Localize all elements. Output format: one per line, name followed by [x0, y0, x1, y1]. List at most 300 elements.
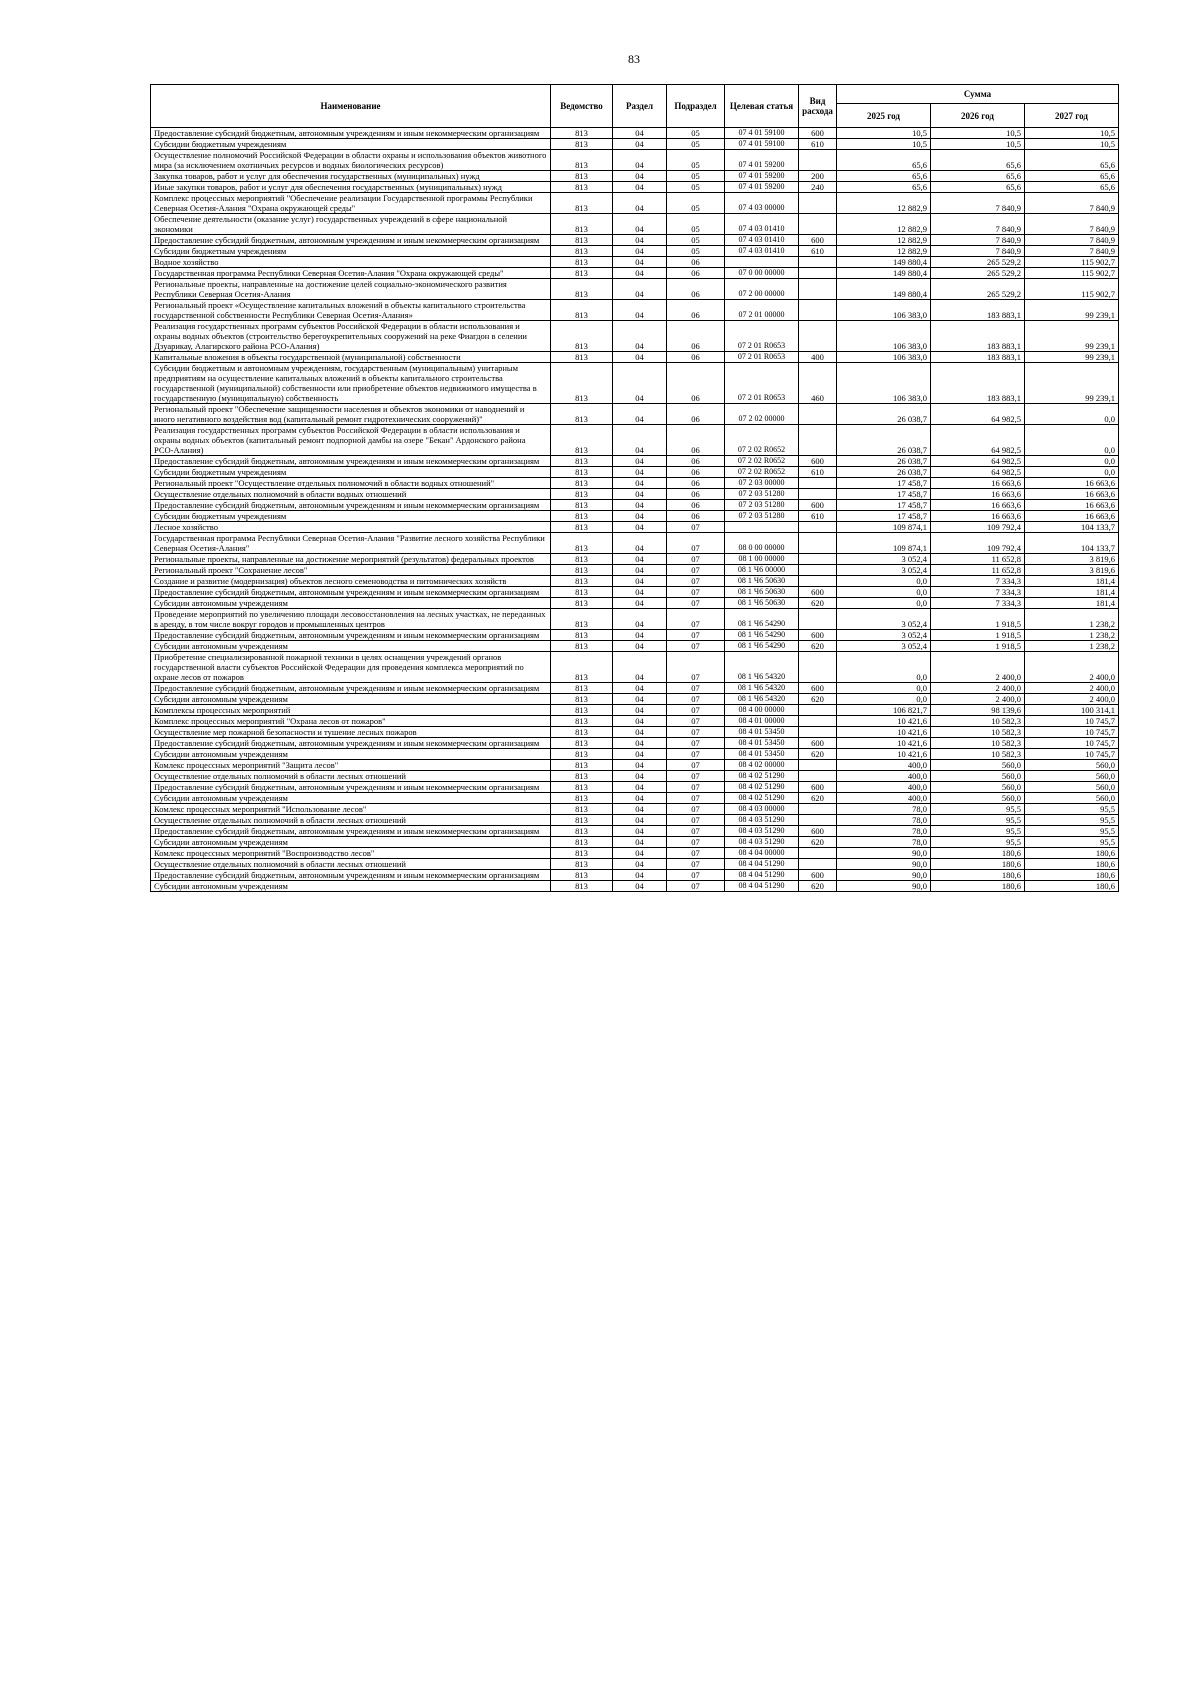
table-row: [151, 456, 1119, 467]
row-expense-type: [799, 716, 837, 727]
row-section: 04: [613, 467, 667, 478]
row-subsection: 05: [667, 171, 725, 182]
row-section: 04: [613, 522, 667, 533]
row-dept: 813: [551, 705, 613, 716]
row-sum-2027: 180,6: [1025, 859, 1119, 870]
header-section: Раздел: [613, 85, 667, 128]
row-sum-2025: 65,6: [837, 182, 931, 193]
row-expense-type: [799, 193, 837, 214]
row-subsection: 07: [667, 641, 725, 652]
row-target: 07 4 03 01410: [725, 235, 799, 246]
table-header: [151, 85, 1119, 128]
row-subsection: 07: [667, 587, 725, 598]
row-target: 07 2 03 00000: [725, 478, 799, 489]
row-sum-2027: 180,6: [1025, 870, 1119, 881]
row-expense-type: 240: [799, 182, 837, 193]
row-section: 04: [613, 609, 667, 630]
row-sum-2026: 7 840,9: [931, 193, 1025, 214]
table-row: [151, 268, 1119, 279]
row-expense-type: 600: [799, 128, 837, 139]
row-sum-2025: 400,0: [837, 782, 931, 793]
row-subsection: 07: [667, 705, 725, 716]
row-sum-2027: 7 840,9: [1025, 193, 1119, 214]
row-sum-2025: 106 383,0: [837, 363, 931, 404]
row-sum-2025: 0,0: [837, 694, 931, 705]
row-name: Комплекс процессных мероприятий "Обеспечение реализации Государственной программы Республики Северная Осетия-Алания "Охрана окружающей среды": [151, 193, 551, 214]
row-sum-2025: 90,0: [837, 870, 931, 881]
row-sum-2026: 98 139,6: [931, 705, 1025, 716]
row-sum-2025: 106 383,0: [837, 352, 931, 363]
row-sum-2026: 64 982,5: [931, 456, 1025, 467]
row-sum-2027: 99 239,1: [1025, 363, 1119, 404]
row-sum-2026: 180,6: [931, 881, 1025, 892]
row-name: Государственная программа Республики Северная Осетия-Алания "Развитие лесного хозяйства Республики Северная Осетия-Алания": [151, 533, 551, 554]
row-sum-2025: 0,0: [837, 587, 931, 598]
row-section: 04: [613, 641, 667, 652]
row-name: Предоставление субсидий бюджетным, автономным учреждениям и иным некоммерческим организациям: [151, 128, 551, 139]
row-name: Региональный проект "Сохранение лесов": [151, 565, 551, 576]
row-target: 08 4 01 53450: [725, 749, 799, 760]
row-subsection: 06: [667, 300, 725, 321]
table-row: [151, 837, 1119, 848]
row-expense-type: 600: [799, 587, 837, 598]
row-name: Региональный проект «Осуществление капитальных вложений в объекты капитального строительства государственной собственности Республики Северная Осетия-Алания»: [151, 300, 551, 321]
row-sum-2025: 149 880,4: [837, 268, 931, 279]
table-row: [151, 587, 1119, 598]
row-dept: 813: [551, 565, 613, 576]
row-name: Предоставление субсидий бюджетным, автономным учреждениям и иным некоммерческим организациям: [151, 782, 551, 793]
row-sum-2026: 11 652,8: [931, 565, 1025, 576]
row-section: 04: [613, 321, 667, 352]
row-sum-2025: 400,0: [837, 771, 931, 782]
row-expense-type: [799, 760, 837, 771]
row-sum-2026: 7 840,9: [931, 214, 1025, 235]
row-target: 08 1 00 00000: [725, 554, 799, 565]
row-target: 08 1 Ч6 54320: [725, 694, 799, 705]
row-target: 07 4 01 59100: [725, 139, 799, 150]
row-name: Создание и развитие (модернизация) объектов лесного семеноводства и питомнических хозяйств: [151, 576, 551, 587]
row-sum-2026: 2 400,0: [931, 683, 1025, 694]
row-sum-2027: 0,0: [1025, 467, 1119, 478]
row-dept: 813: [551, 246, 613, 257]
row-section: 04: [613, 782, 667, 793]
table-row: [151, 782, 1119, 793]
row-dept: 813: [551, 425, 613, 456]
row-sum-2026: 1 918,5: [931, 609, 1025, 630]
row-sum-2025: 10 421,6: [837, 749, 931, 760]
table-row: [151, 859, 1119, 870]
row-sum-2027: 65,6: [1025, 171, 1119, 182]
row-name: Предоставление субсидий бюджетным, автономным учреждениям и иным некоммерческим организациям: [151, 870, 551, 881]
row-sum-2027: 181,4: [1025, 598, 1119, 609]
row-sum-2026: 10 582,3: [931, 738, 1025, 749]
row-dept: 813: [551, 630, 613, 641]
row-name: Субсидии автономным учреждениям: [151, 881, 551, 892]
header-dept: Ведомство: [551, 85, 613, 128]
table-row: [151, 565, 1119, 576]
row-dept: 813: [551, 321, 613, 352]
row-target: 07 2 03 51280: [725, 489, 799, 500]
row-sum-2026: 10 582,3: [931, 716, 1025, 727]
row-sum-2027: 7 840,9: [1025, 235, 1119, 246]
row-name: Реализация государственных программ субъектов Российской Федерации в области использования и охраны водных объектов (капитальный ремонт подпорной дамбы на озере "Бекан" Ардонского района РСО-Алания): [151, 425, 551, 456]
row-subsection: 07: [667, 598, 725, 609]
row-sum-2027: 1 238,2: [1025, 641, 1119, 652]
row-sum-2027: 104 133,7: [1025, 522, 1119, 533]
row-sum-2026: 11 652,8: [931, 554, 1025, 565]
row-section: 04: [613, 727, 667, 738]
row-target: 08 4 00 00000: [725, 705, 799, 716]
row-dept: 813: [551, 609, 613, 630]
row-subsection: 07: [667, 554, 725, 565]
row-sum-2027: 2 400,0: [1025, 694, 1119, 705]
row-expense-type: [799, 705, 837, 716]
row-expense-type: 620: [799, 837, 837, 848]
row-sum-2025: 106 821,7: [837, 705, 931, 716]
table-row: [151, 182, 1119, 193]
row-sum-2025: 17 458,7: [837, 511, 931, 522]
row-dept: 813: [551, 641, 613, 652]
table-row: [151, 760, 1119, 771]
row-dept: 813: [551, 716, 613, 727]
row-subsection: 05: [667, 193, 725, 214]
row-name: Осуществление мер пожарной безопасности и тушение лесных пожаров: [151, 727, 551, 738]
row-sum-2027: 10 745,7: [1025, 727, 1119, 738]
row-target: 08 4 02 51290: [725, 793, 799, 804]
row-subsection: 07: [667, 576, 725, 587]
row-subsection: 07: [667, 716, 725, 727]
row-expense-type: 610: [799, 511, 837, 522]
row-subsection: 07: [667, 522, 725, 533]
row-sum-2025: 10,5: [837, 139, 931, 150]
table-row: [151, 630, 1119, 641]
row-sum-2025: 12 882,9: [837, 214, 931, 235]
row-sum-2026: 64 982,5: [931, 404, 1025, 425]
row-expense-type: [799, 859, 837, 870]
row-subsection: 07: [667, 738, 725, 749]
row-sum-2025: 12 882,9: [837, 193, 931, 214]
row-expense-type: [799, 150, 837, 171]
row-sum-2025: 26 038,7: [837, 456, 931, 467]
row-sum-2027: 3 819,6: [1025, 554, 1119, 565]
row-subsection: 07: [667, 881, 725, 892]
row-sum-2026: 560,0: [931, 793, 1025, 804]
row-sum-2025: 3 052,4: [837, 641, 931, 652]
row-expense-type: 610: [799, 139, 837, 150]
row-subsection: 05: [667, 128, 725, 139]
row-dept: 813: [551, 826, 613, 837]
row-section: 04: [613, 214, 667, 235]
row-sum-2025: 109 874,1: [837, 522, 931, 533]
row-sum-2026: 7 840,9: [931, 246, 1025, 257]
row-expense-type: 610: [799, 246, 837, 257]
row-target: 08 4 03 51290: [725, 837, 799, 848]
table-row: [151, 321, 1119, 352]
row-sum-2027: 95,5: [1025, 826, 1119, 837]
row-subsection: 07: [667, 609, 725, 630]
row-sum-2026: 2 400,0: [931, 652, 1025, 683]
row-section: 04: [613, 716, 667, 727]
row-sum-2026: 65,6: [931, 171, 1025, 182]
row-subsection: 05: [667, 235, 725, 246]
row-name: Проведение мероприятий по увеличению площади лесовосстановления на лесных участках, не переданных в аренду, в том числе вокруг городов и промышленных центров: [151, 609, 551, 630]
row-sum-2025: 10 421,6: [837, 716, 931, 727]
row-name: Субсидии автономным учреждениям: [151, 837, 551, 848]
row-target: 08 1 Ч6 54290: [725, 630, 799, 641]
row-sum-2027: 560,0: [1025, 793, 1119, 804]
row-sum-2027: 7 840,9: [1025, 246, 1119, 257]
row-subsection: 06: [667, 467, 725, 478]
row-section: 04: [613, 246, 667, 257]
row-sum-2027: 1 238,2: [1025, 630, 1119, 641]
row-subsection: 07: [667, 848, 725, 859]
row-target: 07 2 03 51280: [725, 500, 799, 511]
row-sum-2027: 95,5: [1025, 804, 1119, 815]
row-dept: 813: [551, 749, 613, 760]
table-row: [151, 554, 1119, 565]
row-name: Субсидии автономным учреждениям: [151, 598, 551, 609]
row-expense-type: [799, 576, 837, 587]
table-row: [151, 235, 1119, 246]
row-subsection: 07: [667, 804, 725, 815]
table-row: [151, 727, 1119, 738]
row-section: 04: [613, 533, 667, 554]
row-sum-2025: 90,0: [837, 881, 931, 892]
row-subsection: 07: [667, 771, 725, 782]
row-name: Предоставление субсидий бюджетным, автономным учреждениям и иным некоммерческим организациям: [151, 738, 551, 749]
row-dept: 813: [551, 738, 613, 749]
row-sum-2027: 10,5: [1025, 139, 1119, 150]
table-row: [151, 300, 1119, 321]
row-subsection: 07: [667, 694, 725, 705]
table-row: [151, 522, 1119, 533]
row-target: 08 4 01 53450: [725, 738, 799, 749]
row-subsection: 06: [667, 352, 725, 363]
row-target: [725, 522, 799, 533]
row-section: 04: [613, 576, 667, 587]
row-sum-2026: 64 982,5: [931, 425, 1025, 456]
row-section: 04: [613, 587, 667, 598]
row-sum-2027: 95,5: [1025, 837, 1119, 848]
table-row: [151, 257, 1119, 268]
table-row: [151, 489, 1119, 500]
row-subsection: 06: [667, 257, 725, 268]
row-sum-2026: 10 582,3: [931, 749, 1025, 760]
row-subsection: 07: [667, 837, 725, 848]
row-sum-2026: 65,6: [931, 182, 1025, 193]
row-name: Закупка товаров, работ и услуг для обеспечения государственных (муниципальных) нужд: [151, 171, 551, 182]
row-sum-2025: 3 052,4: [837, 565, 931, 576]
row-target: 07 4 03 01410: [725, 246, 799, 257]
row-sum-2027: 1 238,2: [1025, 609, 1119, 630]
row-subsection: 06: [667, 500, 725, 511]
table-row: [151, 128, 1119, 139]
row-dept: 813: [551, 727, 613, 738]
row-target: 07 2 02 R0652: [725, 467, 799, 478]
row-dept: 813: [551, 139, 613, 150]
table-row: [151, 771, 1119, 782]
row-sum-2026: 265 529,2: [931, 279, 1025, 300]
row-section: 04: [613, 128, 667, 139]
row-name: Приобретение специализированной пожарной техники в целях оснащения учреждений органов государственной власти субъектов Российской Федерации для проведения комплекса мероприятий по охране лесов от пожаров: [151, 652, 551, 683]
table-row: [151, 881, 1119, 892]
header-name: Наименование: [151, 85, 551, 128]
row-sum-2026: 183 883,1: [931, 352, 1025, 363]
table-row: [151, 533, 1119, 554]
row-section: 04: [613, 478, 667, 489]
row-sum-2025: 3 052,4: [837, 554, 931, 565]
row-name: Предоставление субсидий бюджетным, автономным учреждениям и иным некоммерческим организациям: [151, 456, 551, 467]
row-expense-type: [799, 804, 837, 815]
header-2025: 2025 год: [837, 104, 931, 128]
row-sum-2026: 7 334,3: [931, 576, 1025, 587]
row-sum-2026: 183 883,1: [931, 363, 1025, 404]
table-row: [151, 870, 1119, 881]
table-row: [151, 478, 1119, 489]
row-sum-2027: 560,0: [1025, 771, 1119, 782]
row-name: Предоставление субсидий бюджетным, автономным учреждениям и иным некоммерческим организациям: [151, 683, 551, 694]
row-name: Осуществление отдельных полномочий в области водных отношений: [151, 489, 551, 500]
row-target: 07 4 03 00000: [725, 193, 799, 214]
row-section: 04: [613, 804, 667, 815]
row-sum-2026: 95,5: [931, 804, 1025, 815]
row-target: 08 4 04 51290: [725, 859, 799, 870]
row-section: 04: [613, 150, 667, 171]
row-section: 04: [613, 815, 667, 826]
row-sum-2027: 115 902,7: [1025, 268, 1119, 279]
row-sum-2027: 16 663,6: [1025, 489, 1119, 500]
row-sum-2025: 78,0: [837, 804, 931, 815]
row-sum-2027: 65,6: [1025, 182, 1119, 193]
row-section: 04: [613, 279, 667, 300]
row-sum-2026: 10,5: [931, 139, 1025, 150]
row-expense-type: [799, 727, 837, 738]
row-section: 04: [613, 404, 667, 425]
row-name: Предоставление субсидий бюджетным, автономным учреждениям и иным некоммерческим организациям: [151, 235, 551, 246]
row-expense-type: [799, 533, 837, 554]
table-row: [151, 511, 1119, 522]
row-sum-2025: 0,0: [837, 683, 931, 694]
row-sum-2026: 2 400,0: [931, 694, 1025, 705]
row-dept: 813: [551, 467, 613, 478]
row-name: Субсидии бюджетным учреждениям: [151, 511, 551, 522]
row-target: 08 0 00 00000: [725, 533, 799, 554]
row-expense-type: [799, 478, 837, 489]
table-row: [151, 641, 1119, 652]
row-sum-2026: 180,6: [931, 848, 1025, 859]
row-sum-2025: 109 874,1: [837, 533, 931, 554]
row-subsection: 07: [667, 533, 725, 554]
row-subsection: 07: [667, 683, 725, 694]
row-sum-2025: 149 880,4: [837, 257, 931, 268]
row-name: Осуществление отдельных полномочий в области лесных отношений: [151, 815, 551, 826]
row-dept: 813: [551, 193, 613, 214]
row-name: Субсидии бюджетным учреждениям: [151, 467, 551, 478]
row-expense-type: [799, 214, 837, 235]
row-name: Субсидии автономным учреждениям: [151, 694, 551, 705]
row-name: Реализация государственных программ субъектов Российской Федерации в области использования и охраны водных объектов (строительство берегоукрепительных сооружений на реке Фиагдон в селении Дзуарикау, Алагирского района РСО-Алания): [151, 321, 551, 352]
row-name: Осуществление отдельных полномочий в области лесных отношений: [151, 771, 551, 782]
row-subsection: 05: [667, 150, 725, 171]
row-subsection: 07: [667, 826, 725, 837]
row-section: 04: [613, 300, 667, 321]
row-sum-2026: 183 883,1: [931, 321, 1025, 352]
row-sum-2025: 0,0: [837, 576, 931, 587]
row-section: 04: [613, 760, 667, 771]
row-expense-type: [799, 300, 837, 321]
row-subsection: 06: [667, 404, 725, 425]
row-sum-2025: 90,0: [837, 859, 931, 870]
row-sum-2025: 65,6: [837, 171, 931, 182]
row-dept: 813: [551, 782, 613, 793]
row-dept: 813: [551, 456, 613, 467]
row-target: 07 2 03 51280: [725, 511, 799, 522]
row-sum-2025: 65,6: [837, 150, 931, 171]
row-expense-type: 600: [799, 235, 837, 246]
row-sum-2027: 115 902,7: [1025, 257, 1119, 268]
row-name: Иные закупки товаров, работ и услуг для обеспечения государственных (муниципальных) нужд: [151, 182, 551, 193]
row-dept: 813: [551, 881, 613, 892]
row-sum-2025: 78,0: [837, 815, 931, 826]
row-name: Комлекс процессных мероприятий "Защита лесов": [151, 760, 551, 771]
row-sum-2027: 180,6: [1025, 881, 1119, 892]
row-target: 07 2 01 R0653: [725, 321, 799, 352]
row-sum-2026: 183 883,1: [931, 300, 1025, 321]
row-target: 08 4 03 51290: [725, 826, 799, 837]
row-section: 04: [613, 598, 667, 609]
row-sum-2027: 2 400,0: [1025, 683, 1119, 694]
row-section: 04: [613, 139, 667, 150]
row-dept: 813: [551, 804, 613, 815]
row-subsection: 06: [667, 511, 725, 522]
row-sum-2027: 3 819,6: [1025, 565, 1119, 576]
row-target: 08 4 01 53450: [725, 727, 799, 738]
row-name: Субсидии автономным учреждениям: [151, 793, 551, 804]
row-sum-2025: 26 038,7: [837, 467, 931, 478]
row-target: 07 2 01 R0653: [725, 352, 799, 363]
row-sum-2027: 180,6: [1025, 848, 1119, 859]
table-row: [151, 139, 1119, 150]
row-name: Комлекс процессных мероприятий "Воспроизводство лесов": [151, 848, 551, 859]
row-section: 04: [613, 848, 667, 859]
header-subsection: Подраздел: [667, 85, 725, 128]
row-expense-type: 600: [799, 870, 837, 881]
table-row: [151, 749, 1119, 760]
row-expense-type: 600: [799, 630, 837, 641]
row-sum-2027: 100 314,1: [1025, 705, 1119, 716]
row-sum-2027: 0,0: [1025, 456, 1119, 467]
page-number: 83: [628, 52, 640, 66]
row-sum-2027: 7 840,9: [1025, 214, 1119, 235]
row-sum-2025: 10 421,6: [837, 727, 931, 738]
row-target: 08 1 Ч6 54290: [725, 641, 799, 652]
row-target: [725, 257, 799, 268]
row-section: 04: [613, 363, 667, 404]
row-sum-2025: 90,0: [837, 848, 931, 859]
row-expense-type: 620: [799, 641, 837, 652]
row-sum-2026: 265 529,2: [931, 257, 1025, 268]
row-sum-2025: 400,0: [837, 760, 931, 771]
row-dept: 813: [551, 587, 613, 598]
table-row: [151, 694, 1119, 705]
row-name: Государственная программа Республики Северная Осетия-Алания "Охрана окружающей среды": [151, 268, 551, 279]
row-sum-2027: 65,6: [1025, 150, 1119, 171]
row-dept: 813: [551, 511, 613, 522]
row-sum-2026: 109 792,4: [931, 533, 1025, 554]
row-section: 04: [613, 257, 667, 268]
row-sum-2026: 180,6: [931, 859, 1025, 870]
row-expense-type: 620: [799, 749, 837, 760]
